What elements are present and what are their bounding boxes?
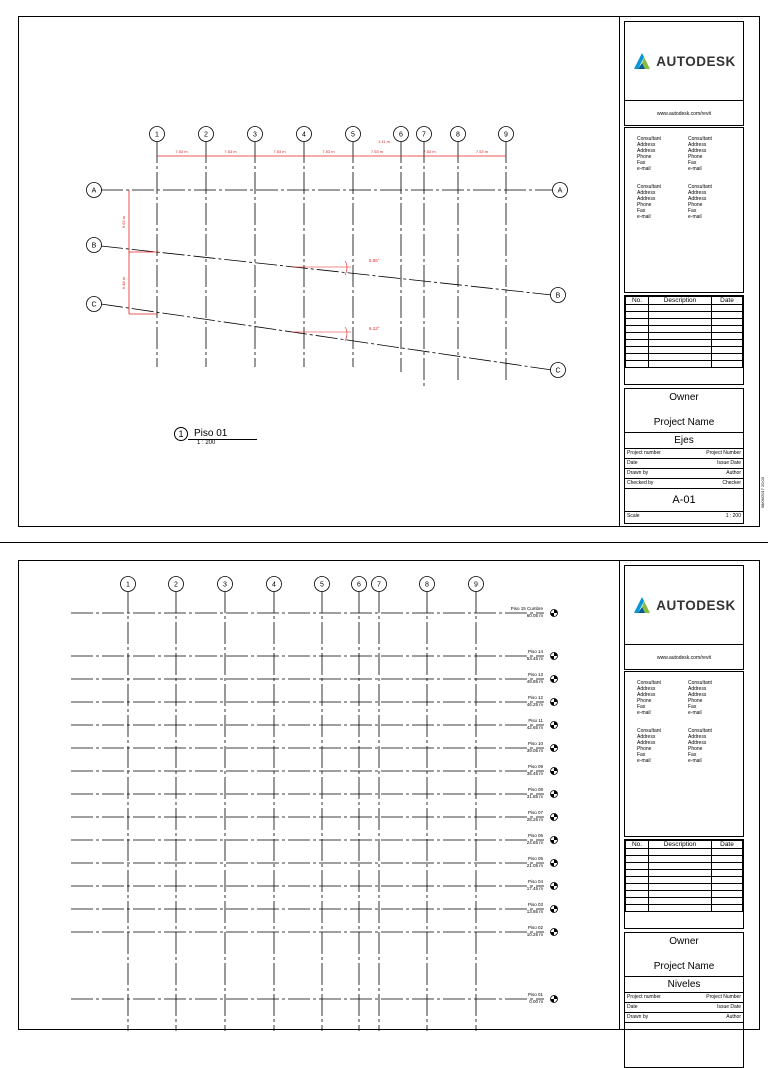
consultant-line: Consultant [688, 136, 712, 142]
level-head-fill [554, 722, 558, 726]
revision-table [624, 295, 744, 385]
field-value: Author [726, 470, 741, 476]
consultant-entry [688, 680, 731, 716]
consultant-line: Consultant [637, 728, 661, 734]
consultant-line: Phone [688, 698, 703, 704]
autodesk-logo-icon [632, 595, 652, 615]
level-elevation: 31.85 m [526, 794, 543, 799]
consultant-line: e-mail [637, 758, 651, 764]
sheet-view-name: Ejes [625, 432, 743, 449]
grid-2-label: 2 [174, 581, 178, 589]
level-name: Piso 06 [527, 833, 543, 838]
consultant-entry [637, 184, 680, 220]
level-head-fill [554, 610, 558, 614]
view-scale: 1 : 200 [197, 440, 216, 446]
field-label: Project number [627, 450, 661, 456]
level-elevation: 60.05 m [526, 613, 543, 618]
revision-header: Date [712, 297, 743, 305]
revision-row [626, 891, 743, 898]
grid-8-label: 8 [456, 131, 460, 139]
angle-arc [345, 261, 347, 275]
dimension-text: 7.53 m [273, 149, 286, 154]
level-head-fill [551, 679, 555, 683]
consultant-entry [688, 728, 731, 764]
level-elevation: 24.65 m [526, 840, 543, 845]
revision-row [626, 354, 743, 361]
level-head-fill [554, 768, 558, 772]
revision-row [626, 898, 743, 905]
grid-6-label: 6 [399, 131, 403, 139]
owner: Owner [669, 936, 699, 947]
level-name: Piso 04 [527, 879, 543, 884]
angle-text: 6.06° [369, 258, 380, 263]
grid-6-label: 6 [357, 581, 361, 589]
revision-row [626, 863, 743, 870]
level-elevation: 10.25 m [526, 932, 543, 937]
levels-elevation-view [19, 561, 621, 1031]
level-name: Piso 15 Cumbre [510, 606, 543, 611]
revision-header: No. [626, 297, 649, 305]
level-head-fill [554, 929, 558, 933]
consultant-line: Address [637, 692, 656, 698]
level-head-fill [554, 814, 558, 818]
consultants-block [624, 127, 744, 293]
project-info [624, 932, 744, 1068]
project-name: Project Name [653, 417, 715, 428]
dimension-text: 7.53 m [175, 149, 188, 154]
consultant-line: e-mail [688, 166, 702, 172]
grid-B-right-label: B [555, 292, 561, 300]
level-name: Piso 01 [527, 992, 543, 997]
consultant-line: Fax [688, 704, 697, 710]
level-elevation: 53.45 m [526, 656, 543, 661]
consultant-line: e-mail [637, 710, 651, 716]
consultant-line: Phone [688, 746, 703, 752]
grid-5-label: 5 [320, 581, 324, 589]
website-url: www.autodesk.com/revit [624, 644, 744, 670]
info-field [625, 993, 743, 1003]
consultant-line: Address [637, 686, 656, 692]
revision-row [626, 347, 743, 354]
level-head-fill [554, 791, 558, 795]
consultant-line: Fax [637, 752, 646, 758]
sheet-view-name: Niveles [625, 976, 743, 993]
revision-row [626, 340, 743, 347]
angle-text: 6.13° [369, 326, 380, 331]
consultant-entry [688, 184, 731, 220]
info-field [625, 469, 743, 479]
level-head-fill [551, 886, 555, 890]
consultant-line: Fax [688, 208, 697, 214]
autodesk-logo-icon [632, 51, 652, 71]
level-head-fill [551, 863, 555, 867]
level-head-fill [554, 676, 558, 680]
autodesk-logo-2 [624, 565, 744, 645]
revision-row [626, 884, 743, 891]
revision-row [626, 326, 743, 333]
field-label: Drawn by [627, 470, 649, 476]
autodesk-logo [624, 21, 744, 101]
grid-1-label: 1 [126, 581, 130, 589]
grid-1-label: 1 [155, 131, 159, 139]
revision-row [626, 319, 743, 326]
info-field [625, 449, 743, 459]
revision-row [626, 905, 743, 912]
consultant-line: Address [637, 196, 656, 202]
level-head-fill [551, 725, 555, 729]
grid-9-label: 9 [504, 131, 508, 139]
level-name: Piso 09 [527, 764, 543, 769]
sheet-a01 [18, 16, 765, 527]
grid-B-left-label: B [91, 242, 97, 250]
info-field [625, 1013, 743, 1023]
consultant-line: e-mail [688, 710, 702, 716]
website-url: www.autodesk.com/revit [624, 100, 744, 126]
revision-row [626, 361, 743, 368]
consultant-line: Phone [637, 202, 652, 208]
consultant-entry [688, 136, 731, 172]
level-head-fill [554, 996, 558, 1000]
level-head-fill [551, 794, 555, 798]
view-title [174, 427, 257, 446]
field-value: Checker [722, 480, 741, 486]
consultant-line: Address [637, 740, 656, 746]
level-head-fill [554, 837, 558, 841]
grid-line-C [101, 304, 552, 370]
dimension-text: 7.53 m [224, 149, 237, 154]
grid-3-label: 3 [223, 581, 227, 589]
consultant-line: e-mail [637, 166, 651, 172]
revision-row [626, 333, 743, 340]
revision-header: No. [626, 841, 649, 849]
consultant-entry [637, 136, 680, 172]
revision-table [624, 839, 744, 929]
level-head-fill [554, 883, 558, 887]
level-name: Piso 10 [527, 741, 543, 746]
grid-C-right-label: C [555, 367, 561, 375]
consultant-line: Fax [637, 704, 646, 710]
field-value: Issue Date [717, 460, 741, 466]
level-head-fill [554, 653, 558, 657]
level-head-fill [551, 999, 555, 1003]
consultant-line: Address [688, 734, 707, 740]
consultant-line: e-mail [637, 214, 651, 220]
level-head-fill [554, 699, 558, 703]
sheet-niveles [18, 560, 760, 1030]
level-name: Piso 02 [527, 925, 543, 930]
consultant-line: Consultant [688, 680, 712, 686]
level-elevation: 49.85 m [526, 679, 543, 684]
consultant-line: Address [637, 734, 656, 740]
consultant-line: Fax [688, 160, 697, 166]
brand-name: AUTODESK [656, 53, 736, 69]
level-elevation: 28.25 m [526, 817, 543, 822]
revision-header: Description [649, 297, 712, 305]
consultant-line: Address [688, 686, 707, 692]
level-head-fill [551, 771, 555, 775]
revision-row [626, 856, 743, 863]
dimension-text-small: 1.11 m [378, 139, 390, 144]
consultant-line: Consultant [637, 136, 661, 142]
revision-row [626, 312, 743, 319]
info-field [625, 479, 743, 489]
consultant-line: Phone [637, 746, 652, 752]
level-elevation: 21.05 m [526, 863, 543, 868]
grid-A-right-label: A [557, 187, 563, 195]
grid-C-left-label: C [91, 301, 97, 309]
consultant-line: Address [688, 692, 707, 698]
sheet-number: A-01 [625, 489, 743, 512]
grid-4-label: 4 [272, 581, 276, 589]
sheet-separator [0, 542, 768, 543]
dimension-text: 7.53 m [370, 149, 384, 154]
consultants-block [624, 671, 744, 837]
level-head-fill [551, 909, 555, 913]
revision-row [626, 870, 743, 877]
info-field [625, 1003, 743, 1013]
field-label: Project number [627, 994, 661, 1000]
title-block [619, 17, 765, 526]
level-name: Piso 07 [527, 810, 543, 815]
consultant-line: Phone [637, 698, 652, 704]
revision-header: Date [712, 841, 743, 849]
dimension-text-vertical: 6.48 m [121, 276, 126, 290]
consultant-line: Fax [688, 752, 697, 758]
field-value: Project Number [706, 450, 741, 456]
level-head-fill [551, 656, 555, 660]
scale-row [625, 512, 743, 520]
consultant-line: Fax [637, 208, 646, 214]
consultant-line: Address [688, 148, 707, 154]
grid-7-label: 7 [377, 581, 381, 589]
grid-5-label: 5 [351, 131, 355, 139]
level-head-fill [554, 906, 558, 910]
field-label: Date [627, 460, 638, 466]
view-number: 1 [174, 427, 188, 441]
dimension-text-vertical: 6.63 m [121, 215, 126, 229]
dimension-text: 7.53 m [475, 149, 489, 154]
grid-7-label: 7 [422, 131, 426, 139]
grid-line-B [101, 246, 552, 295]
grid-3-label: 3 [253, 131, 257, 139]
grid-9-label: 9 [474, 581, 478, 589]
level-name: Piso 03 [527, 902, 543, 907]
level-elevation: 39.05 m [526, 748, 543, 753]
project-name: Project Name [653, 961, 715, 972]
title-block-2 [619, 561, 759, 1029]
consultant-line: e-mail [688, 214, 702, 220]
level-name: Piso 12 [527, 695, 543, 700]
angle-arc [345, 327, 347, 341]
consultant-line: Address [637, 148, 656, 154]
level-name: Piso 11 [528, 718, 543, 723]
revision-row [626, 877, 743, 884]
level-name: Piso 14 [527, 649, 543, 654]
print-date: 08/06/2017 20:03 [760, 477, 765, 509]
level-head-fill [554, 745, 558, 749]
level-head-fill [551, 613, 555, 617]
consultant-line: Address [688, 196, 707, 202]
consultant-line: Phone [688, 154, 703, 160]
level-head-fill [551, 840, 555, 844]
level-head-fill [551, 932, 555, 936]
level-head-fill [551, 702, 555, 706]
level-elevation: 42.65 m [526, 725, 543, 730]
consultant-line: e-mail [688, 758, 702, 764]
level-head-fill [551, 748, 555, 752]
level-elevation: 35.45 m [526, 771, 543, 776]
grid-8-label: 8 [425, 581, 429, 589]
grid-plan-view [19, 17, 621, 528]
project-info [624, 388, 744, 524]
consultant-line: Consultant [637, 680, 661, 686]
level-head-fill [554, 860, 558, 864]
level-name: Piso 05 [527, 856, 543, 861]
consultant-line: Consultant [637, 184, 661, 190]
dimension-text: 7.53 m [322, 149, 335, 154]
grid-2-label: 2 [204, 131, 208, 139]
dimension-text: 7.53 m [423, 149, 436, 154]
field-value: Issue Date [717, 1004, 741, 1010]
consultant-line: Consultant [688, 184, 712, 190]
field-value: Project Number [706, 994, 741, 1000]
scale-label: Scale [627, 513, 640, 519]
scale-value: 1 : 200 [725, 513, 741, 519]
consultant-line: Phone [688, 202, 703, 208]
consultant-line: Address [637, 142, 656, 148]
field-label: Checked by [627, 480, 654, 486]
revision-row [626, 849, 743, 856]
info-field [625, 459, 743, 469]
consultant-line: Fax [637, 160, 646, 166]
field-label: Date [627, 1004, 638, 1010]
field-label: Drawn by [627, 1014, 649, 1020]
level-name: Piso 08 [527, 787, 543, 792]
consultant-entry [637, 680, 680, 716]
grid-4-label: 4 [302, 131, 306, 139]
consultant-line: Consultant [688, 728, 712, 734]
revision-header: Description [649, 841, 712, 849]
field-value: Author [726, 1014, 741, 1020]
level-elevation: 0.00 m [529, 999, 543, 1004]
consultant-line: Address [688, 740, 707, 746]
level-elevation: 46.25 m [526, 702, 543, 707]
view-name: Piso 01 [188, 428, 257, 440]
consultant-line: Address [637, 190, 656, 196]
level-head-fill [551, 817, 555, 821]
level-elevation: 13.85 m [526, 909, 543, 914]
owner: Owner [669, 392, 699, 403]
level-name: Piso 13 [527, 672, 543, 677]
revision-row [626, 305, 743, 312]
consultant-line: Phone [637, 154, 652, 160]
consultant-line: Address [688, 190, 707, 196]
brand-name: AUTODESK [656, 597, 736, 613]
level-elevation: 17.45 m [526, 886, 543, 891]
grid-A-left-label: A [91, 187, 97, 195]
consultant-entry [637, 728, 680, 764]
consultant-line: Address [688, 142, 707, 148]
